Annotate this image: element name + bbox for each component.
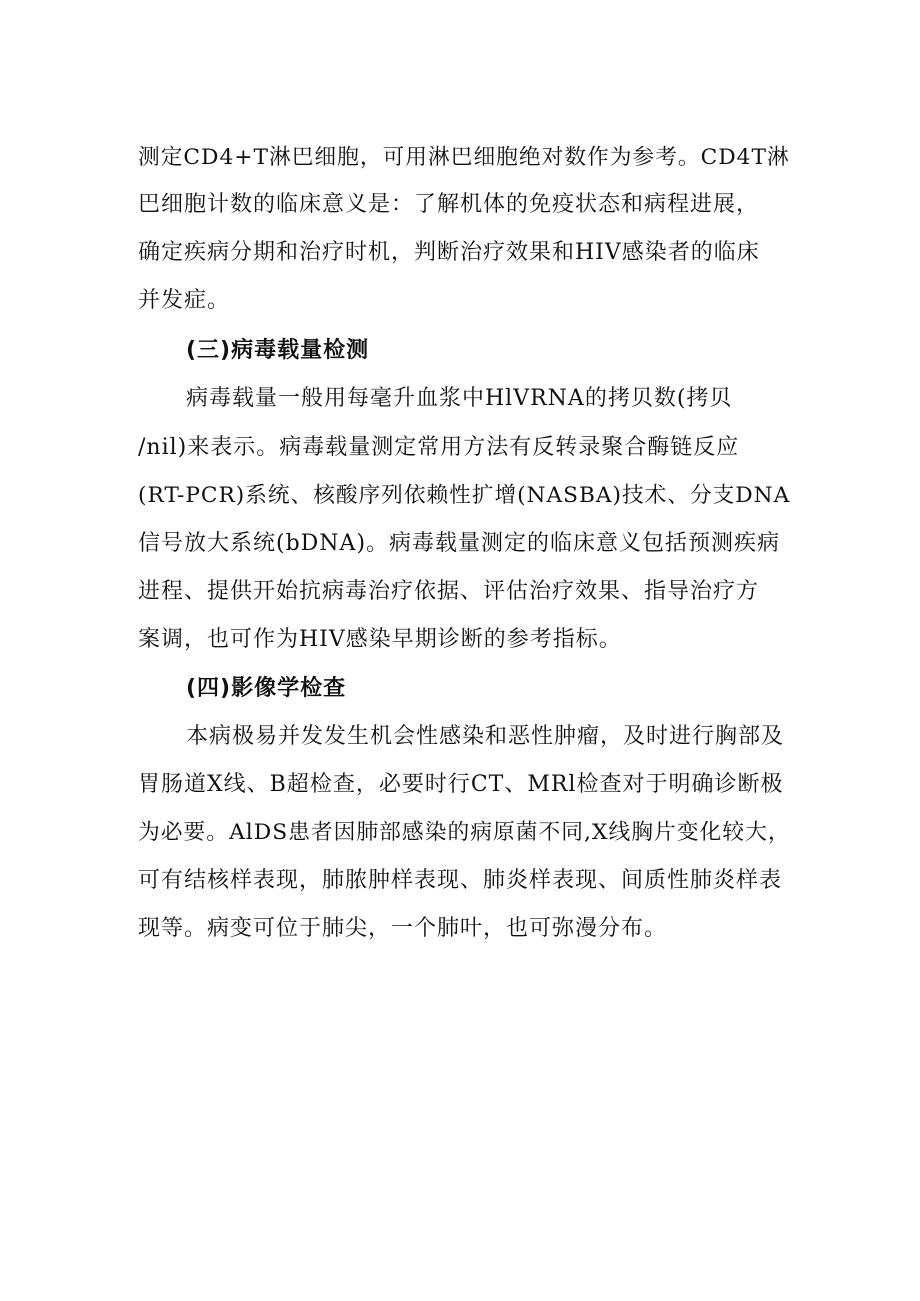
paragraph-2-line-4: 信号放大系统(bDNA)。病毒载量测定的临床意义包括预测疾病	[138, 531, 781, 556]
section-heading-viral-load: (三)病毒载量检测	[186, 338, 370, 363]
paragraph-1-line-4: 并发症。	[138, 288, 231, 313]
paragraph-3-line-4: 可有结核样表现，肺脓肿样表现、肺炎样表现、间质性肺炎样表	[138, 868, 783, 893]
paragraph-1-line-1: 测定CD4+T淋巴细胞，可用淋巴细胞绝对数作为参考。CD4T淋	[138, 145, 790, 170]
section-heading-imaging: (四)影像学检查	[186, 676, 347, 701]
paragraph-3-line-3: 为必要。AlDS患者因肺部感染的病原菌不同,X线胸片变化较大，	[138, 820, 791, 845]
paragraph-2-line-5: 进程、提供开始抗病毒治疗依据、评估治疗效果、指导治疗方	[138, 579, 760, 604]
paragraph-1-line-3: 确定疾病分期和治疗时机，判断治疗效果和HIV感染者的临床	[138, 240, 760, 265]
paragraph-3-line-1: 本病极易并发发生机会性感染和恶性肿瘤，及时进行胸部及	[186, 724, 785, 749]
paragraph-2-line-1: 病毒载量一般用每毫升血浆中HlVRNA的拷贝数(拷贝	[186, 386, 733, 411]
paragraph-2-line-6: 案调，也可作为HIV感染早期诊断的参考指标。	[138, 627, 622, 652]
paragraph-2-line-2: /nil)来表示。病毒载量测定常用方法有反转录聚合酶链反应	[138, 435, 740, 460]
paragraph-1-line-2: 巴细胞计数的临床意义是：了解机体的免疫状态和病程进展，	[138, 192, 760, 217]
paragraph-3-line-5: 现等。病变可位于肺尖，一个肺叶，也可弥漫分布。	[138, 916, 668, 941]
paragraph-3-line-2: 胃肠道X线、B超检查，必要时行CT、MRl检查对于明确诊断极	[138, 772, 784, 797]
paragraph-2-line-3: (RT-PCR)系统、核酸序列依赖性扩增(NASBA)技术、分支DNA	[138, 483, 791, 508]
